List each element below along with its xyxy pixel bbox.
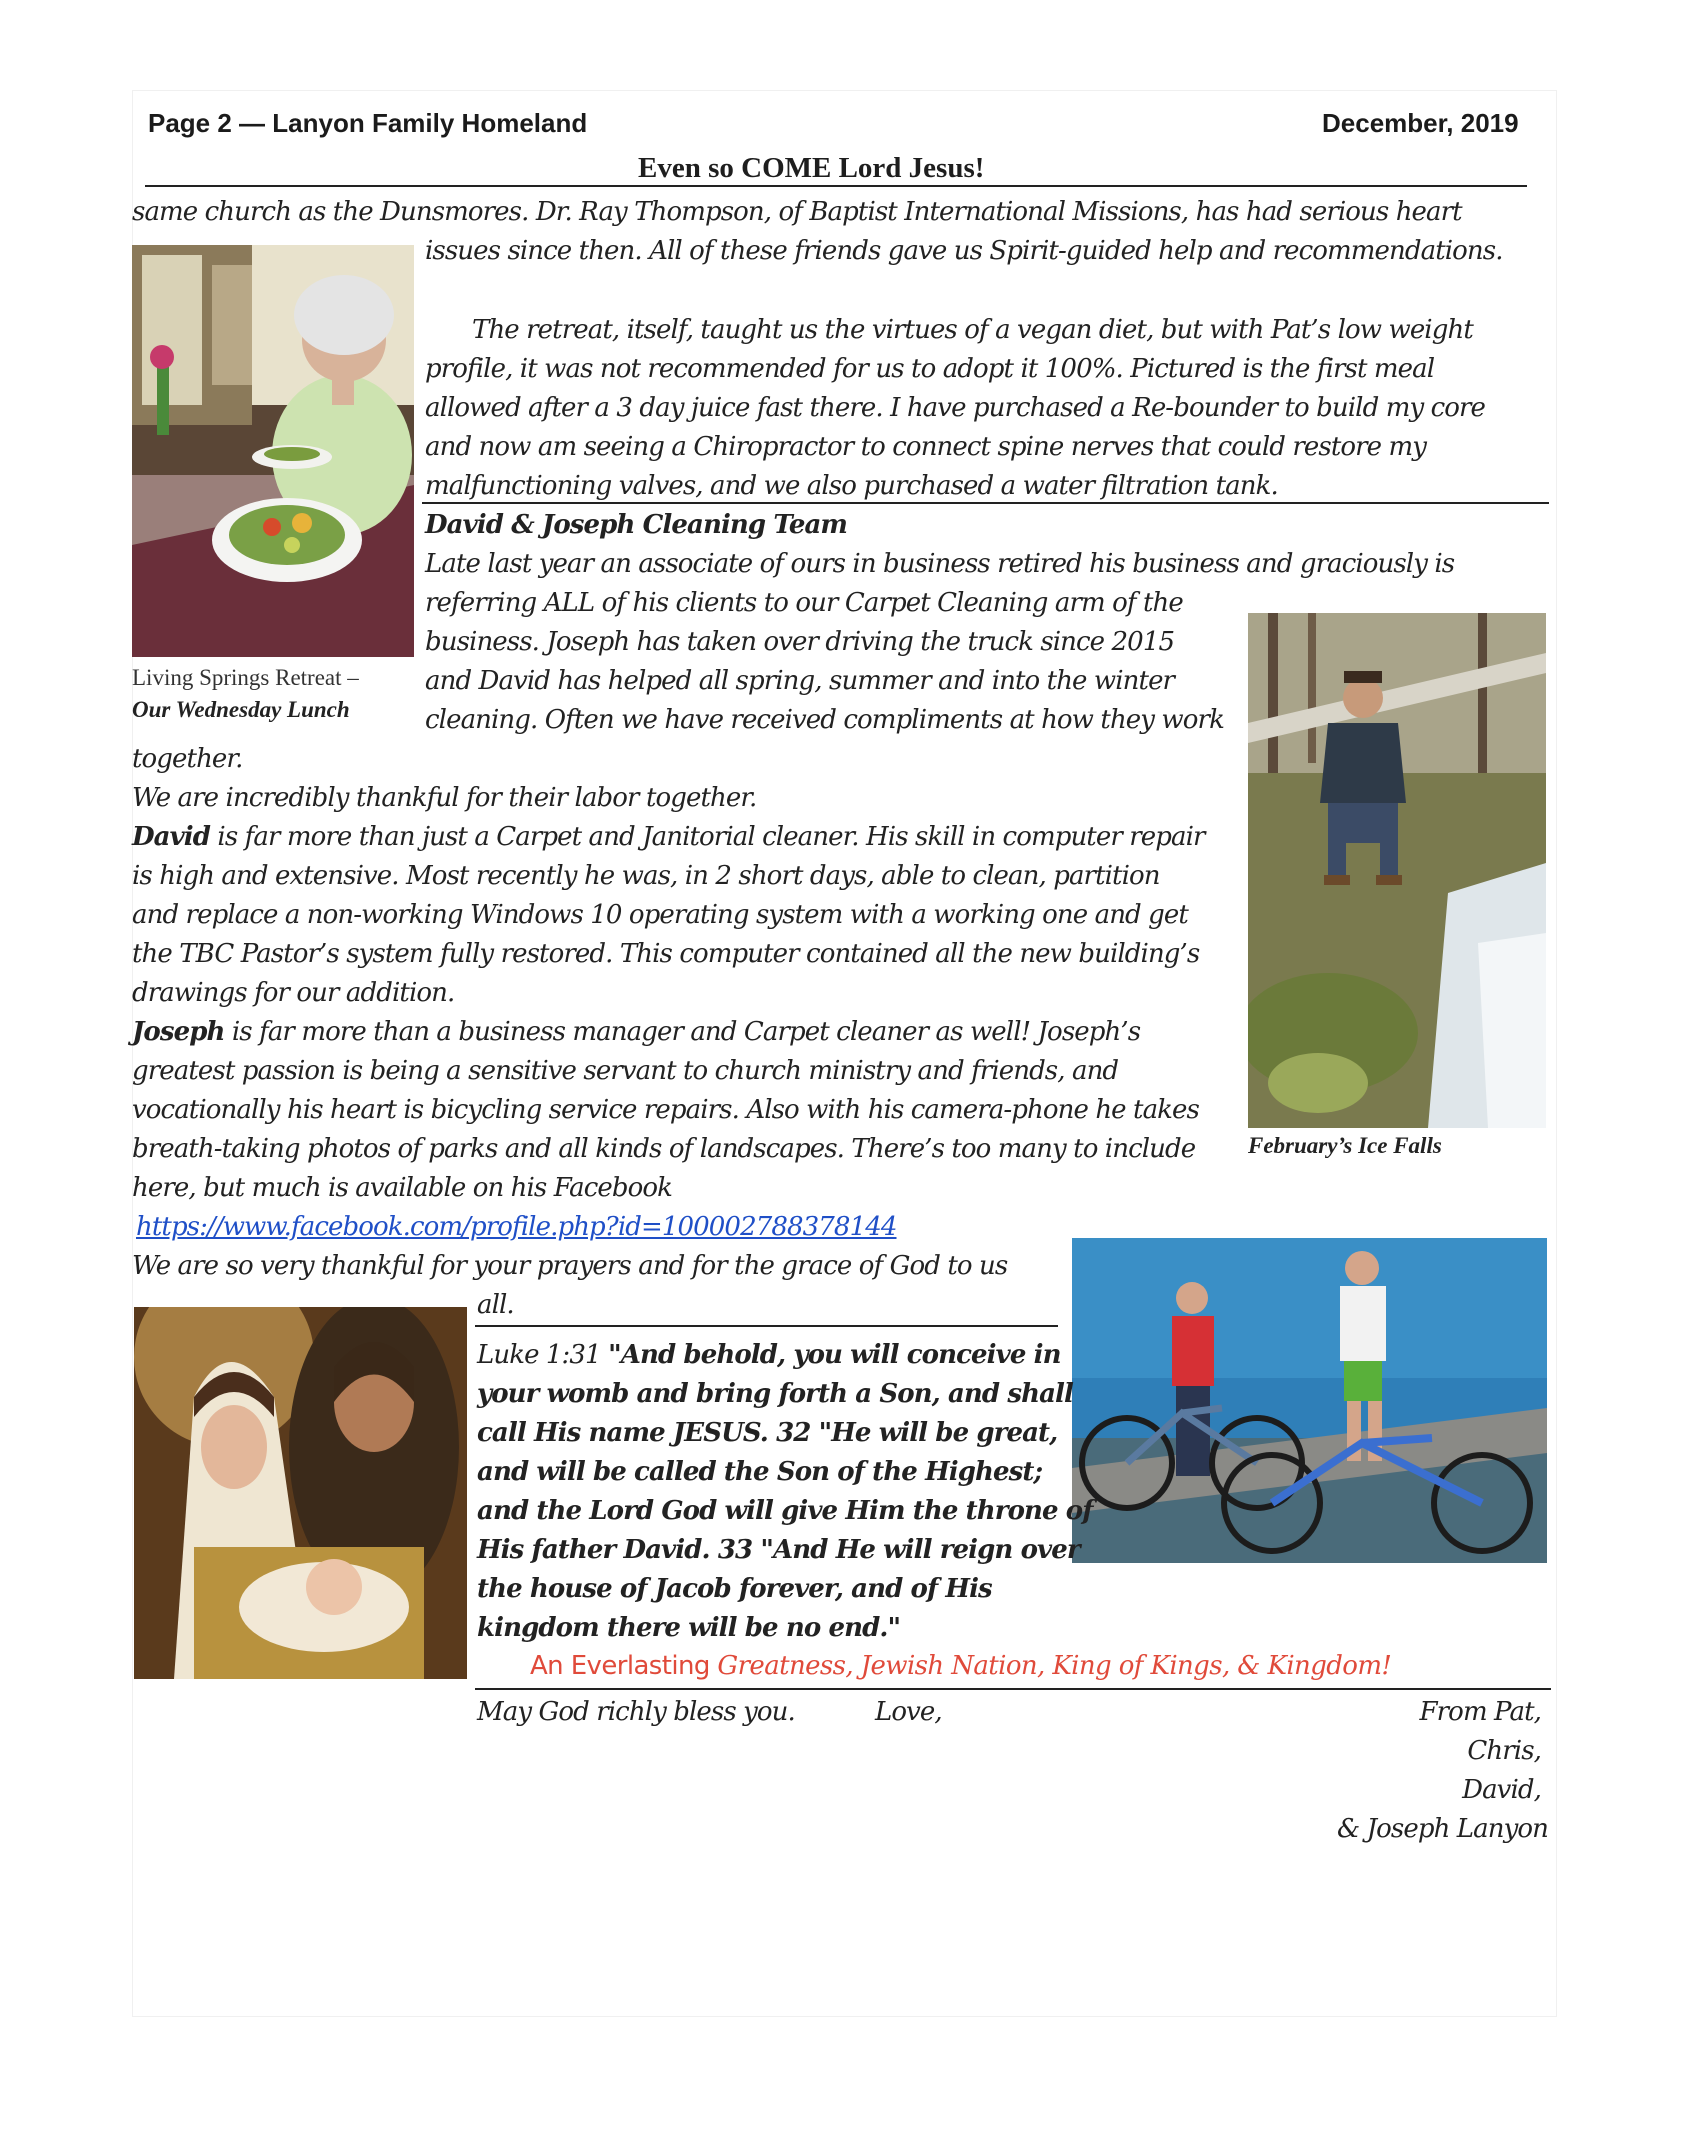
page-header-left: Page 2 — Lanyon Family Homeland (148, 108, 588, 138)
david-line-4: the TBC Pastor’s system fully restored. This computer contained all the new building’s (132, 939, 1200, 969)
cleaning-heading: David & Joseph Cleaning Team (425, 510, 848, 540)
thanks-line-2: all. (477, 1290, 514, 1320)
tagline-italic: Greatness, Jewish Nation, King of Kings, & Kingdom! (717, 1651, 1392, 1681)
joseph-line-4: breath-taking photos of parks and all kinds of landscapes. There’s too many to include (132, 1134, 1196, 1164)
facebook-link[interactable]: https://www.facebook.com/profile.php?id=100002788378144 (136, 1212, 897, 1242)
verse-line-1 (477, 1336, 1061, 1375)
signature-line-2: Chris, (1467, 1736, 1541, 1766)
verse-line-8: kingdom there will be no end." (477, 1613, 901, 1643)
title-divider (145, 185, 1527, 187)
cleaning-line-1: Late last year an associate of ours in business retired his business and graciously is (425, 549, 1455, 579)
david-line-1 (132, 818, 1205, 857)
joseph-line-2: greatest passion is being a sensitive servant to church ministry and friends, and (132, 1056, 1119, 1086)
ice-falls-photo (1248, 613, 1546, 1128)
bicycle-photo (1072, 1238, 1547, 1563)
nativity-painting (134, 1307, 467, 1679)
cleaning-line-3: business. Joseph has taken over driving the truck since 2015 (425, 627, 1175, 657)
intro-line-1: same church as the Dunsmores. Dr. Ray Thompson, of Baptist International Missions, has had serious heart (132, 197, 1462, 227)
retreat-line-5: malfunctioning valves, and we also purchased a water filtration tank. (425, 471, 1278, 501)
david-line-5: drawings for our addition. (132, 978, 455, 1008)
verse-line-6: His father David. 33 "And He will reign over (477, 1535, 1080, 1565)
verse-reference: Luke 1:31 (477, 1340, 609, 1370)
joseph-line-1 (132, 1013, 1140, 1052)
signature-line-4: & Joseph Lanyon (1337, 1814, 1548, 1844)
verse-divider (475, 1325, 1058, 1327)
signature-line-1: From Pat, (1419, 1697, 1541, 1727)
retreat-line-4: and now am seeing a Chiropractor to connect spine nerves that could restore my (425, 432, 1427, 462)
verse-line-4: and will be called the Son of the Highest; (477, 1457, 1043, 1487)
david-line-3: and replace a non-working Windows 10 operating system with a working one and get (132, 900, 1188, 930)
verse-line-2: your womb and bring forth a Son, and shall (477, 1379, 1073, 1409)
joseph-name: Joseph (132, 1017, 225, 1047)
love-text: Love, (875, 1697, 942, 1727)
closing-divider (475, 1688, 1551, 1690)
tagline (530, 1651, 1391, 1681)
joseph-line-3: vocationally his heart is bicycling service repairs. Also with his camera-phone he takes (132, 1095, 1199, 1125)
retreat-caption-line-2: Our Wednesday Lunch (132, 697, 350, 722)
signature-line-3: David, (1462, 1775, 1541, 1805)
ice-falls-caption: February’s Ice Falls (1248, 1133, 1442, 1158)
joseph-line-1-text: is far more than a business manager and Carpet cleaner as well! Joseph’s (224, 1017, 1141, 1047)
retreat-divider (422, 502, 1549, 504)
verse-line-7: the house of Jacob forever, and of His (477, 1574, 992, 1604)
cleaning-line-7: We are incredibly thankful for their labor together. (132, 783, 757, 813)
david-name: David (132, 822, 211, 852)
verse-line-1-text: "And behold, you will conceive in (608, 1340, 1061, 1370)
joseph-line-5: here, but much is available on his Facebook (132, 1173, 672, 1203)
cleaning-line-6: together. (132, 744, 243, 774)
david-line-2: is high and extensive. Most recently he was, in 2 short days, able to clean, partition (132, 861, 1160, 891)
cleaning-line-4: and David has helped all spring, summer and into the winter (425, 666, 1175, 696)
retreat-lunch-photo (132, 245, 414, 657)
cleaning-line-2: referring ALL of his clients to our Carpet Cleaning arm of the (425, 588, 1183, 618)
retreat-line-2: profile, it was not recommended for us to adopt it 100%. Pictured is the first meal (425, 354, 1435, 384)
page-title: Even so COME Lord Jesus! (638, 152, 985, 184)
verse-line-5: and the Lord God will give Him the throne of (477, 1496, 1093, 1526)
david-line-1-text: is far more than just a Carpet and Janitorial cleaner. His skill in computer repair (210, 822, 1205, 852)
thanks-line-1: We are so very thankful for your prayers and for the grace of God to us (132, 1251, 1008, 1281)
retreat-line-1: The retreat, itself, taught us the virtues of a vegan diet, but with Pat’s low weight (472, 315, 1473, 345)
cleaning-line-5: cleaning. Often we have received compliments at how they work (425, 705, 1224, 735)
tagline-plain: An Everlasting (530, 1651, 718, 1681)
blessing-text: May God richly bless you. (477, 1697, 795, 1727)
verse-line-3: call His name JESUS. 32 "He will be great, (477, 1418, 1058, 1448)
retreat-caption-line-1: Living Springs Retreat – (132, 665, 359, 690)
page-header-date: December, 2019 (1322, 108, 1519, 138)
intro-line-2: issues since then. All of these friends gave us Spirit-guided help and recommendations. (425, 236, 1503, 266)
retreat-line-3: allowed after a 3 day juice fast there. I have purchased a Re-bounder to build my core (425, 393, 1486, 423)
